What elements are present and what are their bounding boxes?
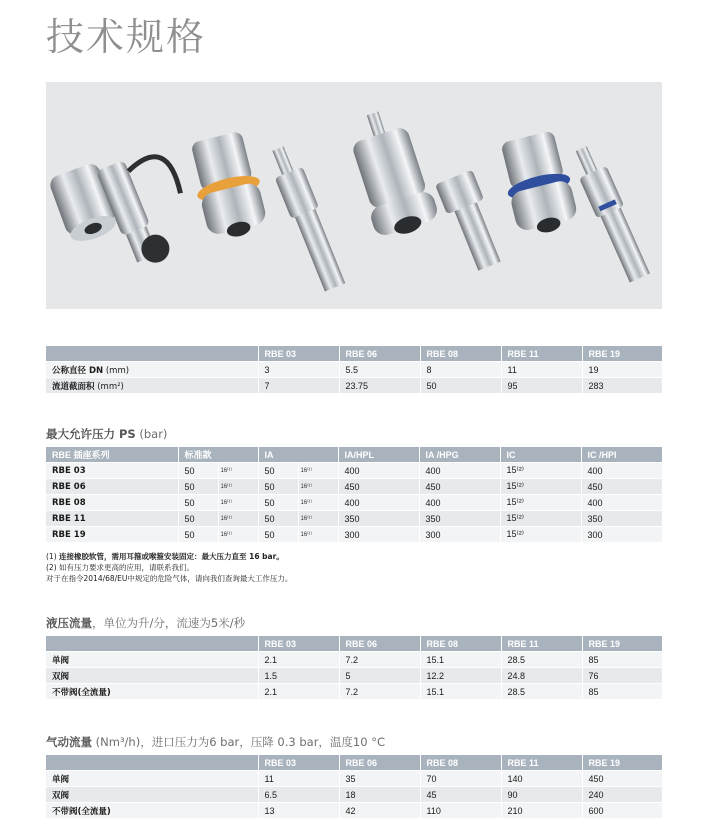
plug-image [568,142,653,284]
coupling-blue-ring-image [496,129,582,240]
row-label: 双阀 [46,668,258,684]
row-label: RBE 08 [46,495,178,511]
cell: 450 [582,771,662,787]
pressure-row [46,527,662,543]
spec-header-row [46,346,662,362]
cell: 42 [339,803,420,819]
plug-image [265,143,349,293]
row-label: 单阀 [46,771,258,787]
spec-header-cell: RBE 03 [258,346,339,362]
cell: 7.2 [339,652,420,668]
pressure-header-cell: IC /HPI [581,447,662,463]
row-label: 不带阀(全流量) [46,803,258,819]
cell: 450 [419,479,500,495]
spec-header-cell: RBE 06 [339,346,420,362]
cell-note: 16⁽¹⁾ [218,463,258,479]
cell: 18 [339,787,420,803]
cell-note: 16⁽¹⁾ [298,463,338,479]
cell-note: 16⁽¹⁾ [298,511,338,527]
row-label: RBE 03 [46,463,178,479]
row-label: RBE 11 [46,511,178,527]
pressure-header-cell: RBE 插座系列 [46,447,178,463]
spec-header-cell: RBE 08 [420,346,501,362]
spec-header-cell: RBE 19 [582,346,662,362]
pneumatic-header-cell: RBE 06 [339,755,420,771]
footnote: 对于在指令2014/68/EU中规定的危险气体，请向我们查询最大工作压力。 [46,574,293,583]
cell: 50 [178,479,218,495]
pressure-table [46,447,663,542]
pneumatic-header-cell: RBE 08 [420,755,501,771]
cell: 28.5 [501,652,582,668]
pressure-row [46,463,662,479]
pneumatic-row [46,803,662,819]
row-label: 流道截面积 (mm²) [46,378,258,394]
row-label: RBE 19 [46,527,178,543]
hydraulic-header-cell: RBE 19 [582,636,662,652]
cell: 5 [339,668,420,684]
cell: 140 [501,771,582,787]
cell: 2.1 [258,684,339,700]
cell: 400 [338,495,419,511]
row-label: 单阀 [46,652,258,668]
row-label: RBE 06 [46,479,178,495]
hydraulic-row [46,684,662,700]
cell: 400 [338,463,419,479]
pressure-header-cell: IC [500,447,581,463]
hydraulic-row [46,668,662,684]
cell: 45 [420,787,501,803]
spec-row [46,362,662,378]
cell: 6.5 [258,787,339,803]
hydraulic-table [46,636,663,699]
row-label: 双阀 [46,787,258,803]
coupling-orange-ring-image [185,129,272,243]
cell: 19 [582,362,662,378]
cell: 15⁽²⁾ [500,479,581,495]
pneumatic-header-row [46,755,662,771]
row-label: 公称直径 DN (mm) [46,362,258,378]
hydraulic-header-cell: RBE 03 [258,636,339,652]
spec-table [46,346,663,393]
cell: 400 [419,495,500,511]
cell: 70 [420,771,501,787]
spec-header-cell [46,346,258,362]
cell: 240 [582,787,662,803]
cell: 50 [258,511,298,527]
cell: 300 [419,527,500,543]
cell: 450 [338,479,419,495]
cell: 3 [258,362,339,378]
hydraulic-header-row [46,636,662,652]
pressure-header-cell: IA /HPG [419,447,500,463]
pressure-row [46,479,662,495]
spec-row [46,378,662,394]
cell: 11 [258,771,339,787]
cell: 50 [258,527,298,543]
cell: 50 [178,511,218,527]
cell: 7 [258,378,339,394]
cell: 15⁽²⁾ [500,463,581,479]
cell: 11 [501,362,582,378]
spec-header-cell: RBE 11 [501,346,582,362]
cell: 450 [581,479,662,495]
cell: 350 [419,511,500,527]
cell-note: 16⁽¹⁾ [218,527,258,543]
hydraulic-header-cell [46,636,258,652]
cell: 85 [582,652,662,668]
row-label: 不带阀(全流量) [46,684,258,700]
cell: 50 [258,495,298,511]
cell-note: 16⁽¹⁾ [218,479,258,495]
hydraulic-header-cell: RBE 08 [420,636,501,652]
cell: 24.8 [501,668,582,684]
pressure-header-cell: 标准款 [178,447,258,463]
cell: 7.2 [339,684,420,700]
cell: 50 [178,527,218,543]
pneumatic-header-cell [46,755,258,771]
cell: 283 [582,378,662,394]
cell: 15⁽²⁾ [500,527,581,543]
cell: 400 [419,463,500,479]
cell: 85 [582,684,662,700]
cell-note: 16⁽¹⁾ [218,511,258,527]
cell: 2.1 [258,652,339,668]
hydraulic-header-cell: RBE 11 [501,636,582,652]
pneumatic-header-cell: RBE 19 [582,755,662,771]
pneumatic-row [46,787,662,803]
cell: 8 [420,362,501,378]
page-title: 技术规格 [46,15,207,59]
cell: 110 [420,803,501,819]
pressure-header-row [46,447,662,463]
hydraulic-row [46,652,662,668]
footnote: (2) 如有压力要求更高的应用，请联系我们。 [46,563,195,572]
cell: 95 [501,378,582,394]
plug-image [435,170,508,274]
product-photo [46,82,662,309]
pressure-section-title: 最大允许压力 PS (bar) [46,427,168,441]
cell: 50 [420,378,501,394]
pressure-row [46,511,662,527]
cell: 15.1 [420,652,501,668]
footnotes [46,551,292,584]
cell: 12.2 [420,668,501,684]
cell-note: 16⁽¹⁾ [218,495,258,511]
cell: 50 [178,495,218,511]
cell: 300 [338,527,419,543]
cell: 350 [338,511,419,527]
pneumatic-row [46,771,662,787]
pressure-header-cell: IA/HPL [338,447,419,463]
cell: 400 [581,495,662,511]
pneumatic-section-title: 气动流量 (Nm³/h)，进口压力为6 bar，压降 0.3 bar，温度10 °C [46,735,385,749]
cell: 13 [258,803,339,819]
cell: 90 [501,787,582,803]
cell: 15⁽²⁾ [500,511,581,527]
coupling-image [340,104,441,243]
cell: 23.75 [339,378,420,394]
hydraulic-header-cell: RBE 06 [339,636,420,652]
cell: 50 [258,463,298,479]
hydraulic-section-title: 液压流量，单位为升/分，流速为5米/秒 [46,616,246,630]
cell: 400 [581,463,662,479]
pneumatic-header-cell: RBE 03 [258,755,339,771]
footnote: (1) 连接橡胶软管，需用耳箍或喉箍安装固定：最大压力直至 16 bar。 [46,552,284,561]
cell: 600 [582,803,662,819]
cell: 210 [501,803,582,819]
cell-note: 16⁽¹⁾ [298,495,338,511]
cell: 28.5 [501,684,582,700]
plug-with-cap-image [96,144,203,271]
pneumatic-header-cell: RBE 11 [501,755,582,771]
cell: 5.5 [339,362,420,378]
cell: 15⁽²⁾ [500,495,581,511]
cell-note: 16⁽¹⁾ [298,479,338,495]
cell: 50 [258,479,298,495]
pressure-header-cell: IA [258,447,338,463]
cell: 300 [581,527,662,543]
cell: 76 [582,668,662,684]
cell: 1.5 [258,668,339,684]
pressure-row [46,495,662,511]
cell-note: 16⁽¹⁾ [298,527,338,543]
cell: 35 [339,771,420,787]
cell: 50 [178,463,218,479]
pneumatic-table [46,755,663,818]
cell: 15.1 [420,684,501,700]
cell: 350 [581,511,662,527]
